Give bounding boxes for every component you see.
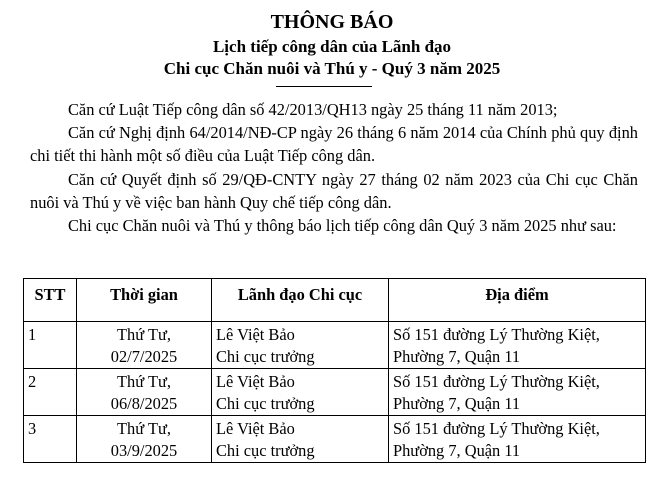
- row-place-line-1: Số 151 đường Lý Thường Kiệt,: [393, 372, 600, 391]
- row-leader-name: Lê Việt Bảo: [216, 419, 295, 438]
- row-leader-name: Lê Việt Bảo: [216, 372, 295, 391]
- table-row: [24, 416, 646, 463]
- row-place-line-1: Số 151 đường Lý Thường Kiệt,: [393, 325, 600, 344]
- row-time: [77, 369, 212, 416]
- paragraph-legal-basis-1: Căn cứ Luật Tiếp công dân số 42/2013/QH13 ngày 25 tháng 11 năm 2013;: [68, 100, 558, 119]
- row-place-line-2: Phường 7, Quận 11: [393, 441, 521, 460]
- table-row: [24, 322, 646, 369]
- row-place-line-1: Số 151 đường Lý Thường Kiệt,: [393, 419, 600, 438]
- table-header-row: [24, 279, 646, 322]
- header-place: Địa điểm: [389, 279, 646, 322]
- row-leader-title: Chi cục trưởng: [216, 347, 315, 366]
- row-time: [77, 322, 212, 369]
- row-leader-title: Chi cục trưởng: [216, 441, 315, 460]
- row-place: [389, 322, 646, 369]
- reception-schedule-table: [23, 278, 646, 463]
- row-place-line-2: Phường 7, Quận 11: [393, 347, 521, 366]
- row-place: [389, 416, 646, 463]
- row-stt: 2: [24, 369, 77, 416]
- header-stt: STT: [24, 279, 77, 322]
- row-leader: [212, 369, 389, 416]
- row-leader-name: Lê Việt Bảo: [216, 325, 295, 344]
- row-place-line-2: Phường 7, Quận 11: [393, 394, 521, 413]
- row-day: Thứ Tư,: [117, 419, 171, 438]
- header-leader: Lãnh đạo Chi cục: [212, 279, 389, 322]
- row-leader-title: Chi cục trưởng: [216, 394, 315, 413]
- row-day: Thứ Tư,: [117, 325, 171, 344]
- row-date: 03/9/2025: [110, 441, 178, 460]
- paragraph-legal-basis-3: Căn cứ Quyết định số 29/QĐ-CNTY ngày 27 tháng 02 năm 2023 của Chi cục Chăn nuôi và Thú y về việc ban hành Quy chế tiếp công dân.: [30, 169, 638, 212]
- row-time: [77, 416, 212, 463]
- notice-subtitle-1: Lịch tiếp công dân của Lãnh đạo: [212, 37, 452, 56]
- table-row: [24, 369, 646, 416]
- notice-title: THÔNG BÁO: [270, 11, 394, 33]
- row-leader: [212, 322, 389, 369]
- notice-body: [30, 98, 638, 237]
- row-stt: 1: [24, 322, 77, 369]
- paragraph-legal-basis-2: Căn cứ Nghị định 64/2014/NĐ-CP ngày 26 tháng 6 năm 2014 của Chính phủ quy định chi tiết thi hành một số điều của Luật Tiếp công dân.: [30, 123, 638, 166]
- title-underline: [276, 86, 372, 87]
- header-time: Thời gian: [77, 279, 212, 322]
- notice-subtitle-2: Chi cục Chăn nuôi và Thú y - Quý 3 năm 2025: [163, 59, 501, 78]
- row-stt: 3: [24, 416, 77, 463]
- row-day: Thứ Tư,: [117, 372, 171, 391]
- row-date: 06/8/2025: [110, 394, 178, 413]
- row-leader: [212, 416, 389, 463]
- row-place: [389, 369, 646, 416]
- paragraph-announcement: Chi cục Chăn nuôi và Thú y thông báo lịch tiếp công dân Quý 3 năm 2025 như sau:: [68, 216, 617, 236]
- row-date: 02/7/2025: [110, 347, 178, 366]
